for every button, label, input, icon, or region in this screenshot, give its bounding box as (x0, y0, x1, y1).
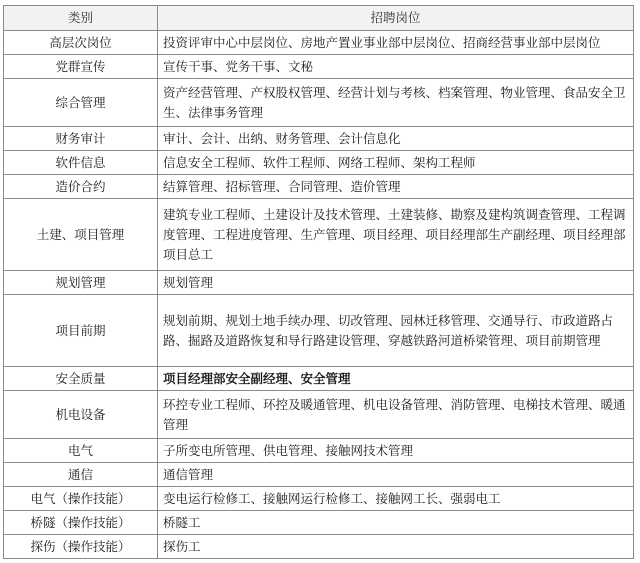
table-row (4, 487, 634, 511)
table-row (4, 511, 634, 535)
table-row (4, 535, 634, 559)
category-cell: 综合管理 (4, 79, 158, 127)
table-row (4, 55, 634, 79)
category-cell: 高层次岗位 (4, 31, 158, 55)
category-cell: 探伤（操作技能） (4, 535, 158, 559)
category-cell: 党群宣传 (4, 55, 158, 79)
positions-cell: 桥隧工 (158, 511, 634, 535)
category-cell: 规划管理 (4, 271, 158, 295)
positions-cell: 规划前期、规划土地手续办理、切改管理、园林迁移管理、交通导行、市政道路占路、掘路及道路恢复和导行路建设管理、穿越铁路河道桥梁管理、项目前期管理 (158, 295, 634, 367)
table-row (4, 367, 634, 391)
positions-cell: 规划管理 (158, 271, 634, 295)
positions-cell: 环控专业工程师、环控及暖通管理、机电设备管理、消防管理、电梯技术管理、暖通管理 (158, 391, 634, 439)
positions-cell: 通信管理 (158, 463, 634, 487)
positions-cell: 子所变电所管理、供电管理、接触网技术管理 (158, 439, 634, 463)
table-row (4, 151, 634, 175)
table-row (4, 271, 634, 295)
table-row (4, 439, 634, 463)
table-row (4, 391, 634, 439)
table-row (4, 295, 634, 367)
category-cell: 土建、项目管理 (4, 199, 158, 271)
header-category: 类别 (4, 6, 158, 31)
positions-cell: 项目经理部安全副经理、安全管理 (158, 367, 634, 391)
positions-cell: 结算管理、招标管理、合同管理、造价管理 (158, 175, 634, 199)
category-cell: 安全质量 (4, 367, 158, 391)
category-cell: 电气 (4, 439, 158, 463)
header-positions: 招聘岗位 (158, 6, 634, 31)
category-cell: 造价合约 (4, 175, 158, 199)
table-row (4, 463, 634, 487)
positions-cell: 资产经营管理、产权股权管理、经营计划与考核、档案管理、物业管理、食品安全卫生、法律事务管理 (158, 79, 634, 127)
category-cell: 软件信息 (4, 151, 158, 175)
table-row (4, 127, 634, 151)
positions-cell: 信息安全工程师、软件工程师、网络工程师、架构工程师 (158, 151, 634, 175)
positions-cell: 探伤工 (158, 535, 634, 559)
recruitment-table (3, 5, 634, 559)
positions-cell: 审计、会计、出纳、财务管理、会计信息化 (158, 127, 634, 151)
category-cell: 财务审计 (4, 127, 158, 151)
table-row (4, 79, 634, 127)
category-cell: 电气（操作技能） (4, 487, 158, 511)
category-cell: 桥隧（操作技能） (4, 511, 158, 535)
table-header-row (4, 6, 634, 31)
category-cell: 项目前期 (4, 295, 158, 367)
category-cell: 通信 (4, 463, 158, 487)
table-row (4, 31, 634, 55)
positions-cell: 投资评审中心中层岗位、房地产置业事业部中层岗位、招商经营事业部中层岗位 (158, 31, 634, 55)
positions-cell: 变电运行检修工、接触网运行检修工、接触网工长、强弱电工 (158, 487, 634, 511)
category-cell: 机电设备 (4, 391, 158, 439)
positions-cell: 建筑专业工程师、土建设计及技术管理、土建装修、勘察及建构筑调查管理、工程调度管理、工程进度管理、生产管理、项目经理、项目经理部生产副经理、项目经理部项目总工 (158, 199, 634, 271)
positions-cell: 宣传干事、党务干事、文秘 (158, 55, 634, 79)
table-row (4, 175, 634, 199)
table-row (4, 199, 634, 271)
